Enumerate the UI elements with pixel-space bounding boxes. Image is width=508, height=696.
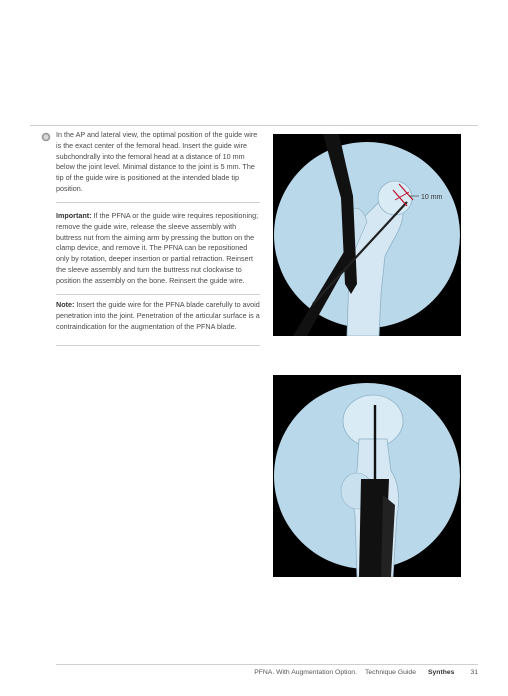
guide-wire-paragraph: In the AP and lateral view, the optimal position of the guide wire is the exact center of the femoral head. Insert the guide wire subchondrally into the femoral head at a distance of 10 mm below the joint level. Minimal distance to the joint is 5 mm. The tip of the guide wire is positioned at the intended blade tip position. (56, 130, 258, 193)
footer-divider (56, 664, 478, 665)
note-paragraph (56, 300, 261, 332)
footer-brand: Synthes (427, 669, 455, 676)
divider (56, 345, 260, 346)
divider (56, 202, 260, 203)
page-number: 31 (470, 669, 478, 676)
note-text: Insert the guide wire for the PFNA blade carefully to avoid penetration into the joint. Penetration of the articular surface is a contraindication for the augmentation of the PFNA blade. (56, 300, 260, 331)
important-label: Important: (56, 211, 92, 220)
measurement-label: 10 mm (421, 194, 443, 201)
important-text: If the PFNA or the guide wire requires repositioning; remove the guide wire, release the sleeve assembly with buttress nut from the aiming arm by pressing the button on the clamp device, and remove it. The PFNA can be repositioned only by rotation, deeper insertion or partial retraction. Reinsert the sleeve assembly and turn the buttress nut clockwise to position the assembly on the bone. Reinsert the guide wire. (56, 211, 259, 285)
note-label: Note: (56, 300, 75, 309)
page-footer (246, 669, 478, 676)
footer-guide-type: Technique Guide (364, 669, 416, 676)
top-divider (30, 125, 478, 126)
ap-xray-figure (273, 134, 461, 336)
bullet-icon (41, 132, 51, 142)
footer-doc-title: PFNA. With Augmentation Option. (254, 669, 357, 676)
divider (56, 294, 260, 295)
lateral-xray-figure (273, 375, 461, 577)
important-paragraph (56, 211, 261, 287)
